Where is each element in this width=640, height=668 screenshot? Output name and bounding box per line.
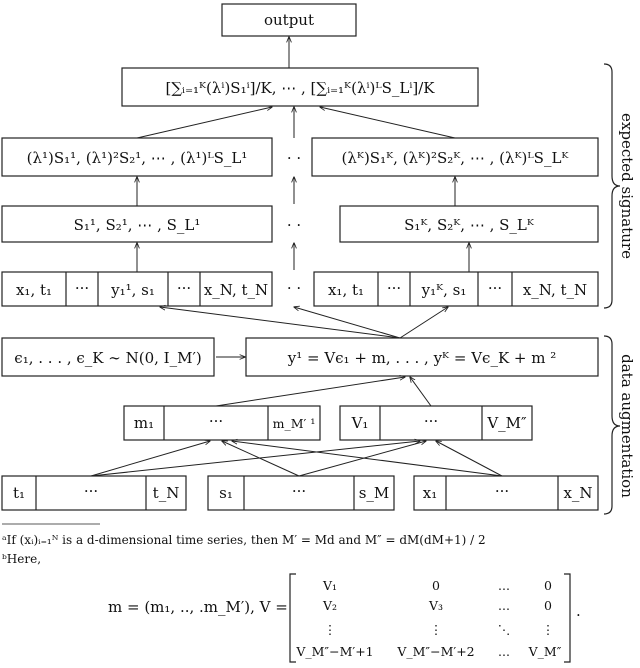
output-box (222, 4, 356, 36)
lambda-left-text: (λ¹)S₁¹, (λ¹)²S₂¹, ⋯ , (λ¹)ᴸS_L¹ (26, 149, 248, 167)
variance-first: V₁ (351, 414, 369, 432)
x-dots: ··· (494, 482, 510, 500)
seq-right-cell: x_N, t_N (522, 281, 588, 299)
signature-left-text: S₁¹, S₂¹, ⋯ , S_L¹ (73, 216, 201, 234)
output-label: output (263, 11, 315, 29)
label-expected-signature: expected signature (618, 113, 636, 259)
seq-right-cell: ··· (386, 279, 402, 297)
lambda-right-box (312, 138, 598, 176)
matrix-cell: V_M″−M′+2 (397, 644, 475, 659)
time-last: t_N (152, 484, 180, 502)
arrow-var-gen (410, 377, 431, 406)
matrix-cell: ... (498, 598, 510, 613)
time-first: t₁ (12, 484, 26, 502)
matrix-cell: V₃ (428, 598, 444, 613)
dots-lambda: · · (286, 149, 302, 167)
signature-left-box (2, 206, 272, 242)
s-dots: ··· (291, 482, 307, 500)
x-last: x_N (563, 484, 593, 502)
lambda-left-box (2, 138, 272, 176)
matrix-cell: ... (498, 578, 510, 593)
variance-last: V_M″ (487, 414, 527, 432)
time-box (2, 476, 186, 510)
matrix-cell: V_M″−M′+1 (296, 644, 374, 659)
seq-left-cell: x_N, t_N (203, 281, 269, 299)
s-box (208, 476, 394, 510)
matrix-cell: ⋮ (541, 622, 555, 637)
label-data-augmentation: data augmentation (618, 354, 636, 498)
matrix-cell: 0 (432, 578, 440, 593)
noise-text: ϵ₁, . . . , ϵ_K ∼ N(0, I_M′) (14, 349, 202, 367)
footnote-b: ᵇHere, (2, 552, 42, 566)
matrix-cell: ⋮ (323, 622, 337, 637)
brace-augmentation (604, 336, 620, 514)
arrow-s-var (299, 441, 426, 476)
seq-right-cell: ··· (487, 279, 503, 297)
matrix-cell: ⋮ (429, 622, 443, 637)
signature-right-text: S₁ᴷ, S₂ᴷ, ⋯ , S_Lᴷ (404, 216, 534, 234)
matrix-bracket-left (290, 574, 296, 662)
matrix-cell: V₂ (322, 598, 338, 613)
lambda-right-text: (λᴷ)S₁ᴷ, (λᴷ)²S₂ᴷ, ⋯ , (λᴷ)ᴸS_Lᴷ (341, 149, 569, 167)
variance-dots: ··· (423, 412, 439, 430)
seq-left-cell: x₁, t₁ (15, 281, 53, 299)
matrix (290, 574, 570, 662)
signature-right-box (340, 206, 598, 242)
mean-first: m₁ (133, 414, 155, 432)
sequence-left-box (2, 272, 272, 306)
generation-box (246, 338, 598, 376)
average-box (122, 68, 478, 106)
mean-last: m_M′ ¹ (272, 416, 316, 431)
footnote-a: ᵃIf (xᵢ)ᵢ₌₁ᴺ is a d-dimensional time series, then M′ = Md and M″ = dM(dM+1) / 2 (2, 533, 486, 547)
x-box (414, 476, 598, 510)
mean-box (124, 406, 320, 440)
arrow-lambda-right-avg (320, 107, 455, 138)
generation-text: y¹ = Vϵ₁ + m, . . . , yᴷ = Vϵ_K + m ² (287, 349, 557, 367)
mean-dots: ··· (208, 412, 224, 430)
seq-left-cell: y₁¹, s₁ (111, 281, 155, 299)
matrix-cell: 0 (544, 598, 552, 613)
x-first: x₁ (422, 484, 438, 502)
sequence-right-box (314, 272, 598, 306)
time-dots: ··· (83, 482, 99, 500)
matrix-bracket-right (564, 574, 570, 662)
seq-left-cell: ··· (74, 279, 90, 297)
s-first: s₁ (219, 484, 233, 502)
matrix-cell: 0 (544, 578, 552, 593)
noise-box (2, 338, 214, 376)
formula-lhs: m = (m₁, .., .m_M′), V = (108, 598, 288, 616)
matrix-cell: ⋱ (497, 622, 511, 637)
seq-left-cell: ··· (176, 279, 192, 297)
dots-sequence: · · (286, 279, 302, 297)
brace-expected (604, 64, 620, 308)
variance-box (340, 406, 532, 440)
arrow-mean-gen (216, 377, 405, 406)
matrix-cell: V_M″ (528, 644, 562, 659)
dots-signature: · · (286, 216, 302, 234)
arrow-gen-seq-mid (294, 307, 400, 338)
matrix-cell: V₁ (322, 578, 338, 593)
seq-right-cell: x₁, t₁ (327, 281, 365, 299)
arrow-t-mean (91, 441, 210, 476)
arrow-gen-seq-left (160, 307, 400, 338)
formula-end: . (576, 602, 581, 620)
arrow-lambda-left-avg (137, 107, 272, 138)
arrow-gen-seq-right (400, 307, 448, 338)
arrow-x-var (436, 441, 502, 476)
seq-right-cell: y₁ᴷ, s₁ (421, 281, 467, 299)
matrix-cell: ... (498, 644, 510, 659)
average-formula: [∑ᵢ₌₁ᴷ(λⁱ)S₁ⁱ]/K, ⋯ , [∑ᵢ₌₁ᴷ(λⁱ)ᴸS_Lⁱ]/K (165, 79, 435, 97)
s-last: s_M (358, 484, 390, 502)
arrow-s-mean (222, 441, 299, 476)
